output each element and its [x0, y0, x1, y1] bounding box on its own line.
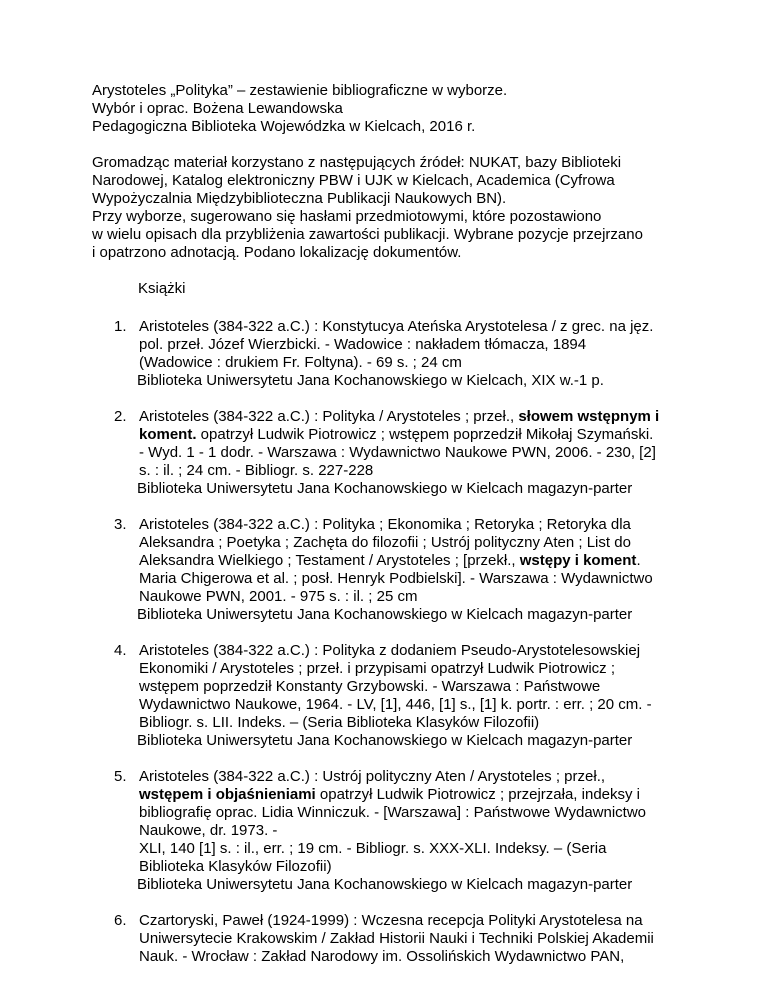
entry-line: Czartoryski, Paweł (1924-1999) : Wczesna recepcja Polityki Arystotelesa na	[139, 912, 643, 929]
entry-line	[139, 426, 692, 444]
entry-location: Biblioteka Uniwersytetu Jana Kochanowskiego w Kielcach magazyn-parter	[137, 606, 633, 623]
entry-text: Aleksandra Wielkiego ; Testament / Arystoteles ; [przekł.,	[139, 552, 520, 569]
entry-location: Biblioteka Uniwersytetu Jana Kochanowskiego w Kielcach magazyn-parter	[137, 732, 633, 749]
entry-bold-text: wstępem i objaśnieniami	[139, 786, 316, 803]
entry-line	[139, 408, 692, 426]
entry-line: s. : il. ; 24 cm. - Bibliogr. s. 227-228	[139, 462, 374, 479]
document-header	[92, 82, 692, 136]
entry-bold-text: wstępy i koment	[519, 552, 637, 569]
bibliography-entry	[92, 642, 692, 750]
bibliography-entry	[92, 318, 692, 390]
entry-line: Bibliogr. s. LII. Indeks. – (Seria Biblioteka Klasyków Filozofii)	[139, 714, 540, 731]
entry-line: Aristoteles (384-322 a.C.) : Konstytucya Ateńska Arystotelesa / z grec. na jęz.	[139, 318, 654, 335]
entry-line	[139, 552, 692, 570]
entry-line: Aristoteles (384-322 a.C.) : Ustrój polityczny Aten / Arystoteles ; przeł.,	[139, 768, 606, 785]
entry-body	[139, 912, 692, 966]
entry-number: 4.	[114, 642, 127, 659]
header-publisher-line: Pedagogiczna Biblioteka Wojewódzka w Kielcach, 2016 r.	[92, 118, 476, 135]
entry-location: Biblioteka Uniwersytetu Jana Kochanowskiego w Kielcach, XIX w.-1 p.	[137, 372, 604, 389]
entry-line: Maria Chigerowa et al. ; posł. Henryk Podbielski]. - Warszawa : Wydawnictwo	[139, 570, 653, 587]
entry-location: Biblioteka Uniwersytetu Jana Kochanowskiego w Kielcach magazyn-parter	[137, 480, 633, 497]
entry-body	[139, 768, 692, 894]
entry-line: Nauk. - Wrocław : Zakład Narodowy im. Ossolińskich Wydawnictwo PAN,	[139, 948, 625, 965]
entry-line: Wydawnictwo Naukowe, 1964. - LV, [1], 446, [1] s., [1] k. portr. : err. ; 20 cm. -	[139, 696, 652, 713]
intro-line: Narodowej, Katalog elektroniczny PBW i UJK w Kielcach, Academica (Cyfrowa	[92, 172, 615, 189]
bibliography-entry	[92, 408, 692, 498]
entry-line: XLI, 140 [1] s. : il., err. ; 19 cm. - Bibliogr. s. XXX-XLI. Indeksy. – (Seria	[139, 840, 607, 857]
entry-body	[139, 318, 692, 390]
entry-line: Ekonomiki / Arystoteles ; przeł. i przypisami opatrzył Ludwik Piotrowicz ;	[139, 660, 615, 677]
intro-line: Wypożyczalnia Międzybiblioteczna Publikacji Naukowych BN).	[92, 190, 507, 207]
entry-body	[139, 408, 692, 498]
entry-line: wstępem poprzedził Konstanty Grzybowski. - Warszawa : Państwowe	[139, 678, 601, 695]
entry-text: opatrzył Ludwik Piotrowicz ; wstępem poprzedził Mikołaj Szymański.	[196, 426, 654, 443]
bibliography-entry	[92, 768, 692, 894]
entry-number: 1.	[114, 318, 127, 335]
bibliography-list	[92, 318, 692, 966]
entry-line: Naukowe PWN, 2001. - 975 s. : il. ; 25 cm	[139, 588, 418, 605]
entry-line: bibliografię oprac. Lidia Winniczuk. - [Warszawa] : Państwowe Wydawnictwo	[139, 804, 647, 821]
entry-text: Aristoteles (384-322 a.C.) : Polityka / Arystoteles ; przeł.,	[139, 408, 519, 425]
bibliography-entry	[92, 516, 692, 624]
entry-body	[139, 642, 692, 750]
entry-text: opatrzył Ludwik Piotrowicz ; przejrzała, indeksy i	[315, 786, 641, 803]
entry-bold-text: koment.	[139, 426, 197, 443]
entry-number: 2.	[114, 408, 127, 425]
entry-bold-text: słowem wstępnym i	[518, 408, 660, 425]
intro-line: Przy wyborze, sugerowano się hasłami przedmiotowymi, które pozostawiono	[92, 208, 602, 225]
entry-number: 6.	[114, 912, 127, 929]
intro-line: i opatrzono adnotacją. Podano lokalizację dokumentów.	[92, 244, 462, 261]
section-title-books: Książki	[138, 280, 186, 297]
header-author-line: Wybór i oprac. Bożena Lewandowska	[92, 100, 343, 117]
document-page	[92, 82, 692, 984]
entry-line: Uniwersytecie Krakowskim / Zakład Historii Nauki i Techniki Polskiej Akademii	[139, 930, 654, 947]
entry-line: (Wadowice : drukiem Fr. Foltyna). - 69 s. ; 24 cm	[139, 354, 462, 371]
bibliography-entry	[92, 912, 692, 966]
header-title-line: Arystoteles „Polityka” – zestawienie bibliograficzne w wyborze.	[92, 82, 508, 99]
intro-line: Gromadząc materiał korzystano z następujących źródeł: NUKAT, bazy Biblioteki	[92, 154, 622, 171]
entry-line: - Wyd. 1 - 1 dodr. - Warszawa : Wydawnictwo Naukowe PWN, 2006. - 230, [2]	[139, 444, 656, 461]
entry-line: Aleksandra ; Poetyka ; Zachęta do filozofii ; Ustrój polityczny Aten ; List do	[139, 534, 631, 551]
entry-text: .	[636, 552, 641, 569]
entry-number: 5.	[114, 768, 127, 785]
entry-location: Biblioteka Uniwersytetu Jana Kochanowskiego w Kielcach magazyn-parter	[137, 876, 633, 893]
entry-line: Naukowe, dr. 1973. -	[139, 822, 278, 839]
entry-line: pol. przeł. Józef Wierzbicki. - Wadowice : nakładem tłómacza, 1894	[139, 336, 587, 353]
entry-body	[139, 516, 692, 624]
entry-line: Biblioteka Klasyków Filozofii)	[139, 858, 332, 875]
entry-line: Aristoteles (384-322 a.C.) : Polityka ; Ekonomika ; Retoryka ; Retoryka dla	[139, 516, 631, 533]
entry-line	[139, 786, 692, 804]
intro-line: w wielu opisach dla przybliżenia zawartości publikacji. Wybrane pozycje przejrzano	[92, 226, 643, 243]
intro-paragraph	[92, 154, 692, 262]
entry-number: 3.	[114, 516, 127, 533]
entry-line: Aristoteles (384-322 a.C.) : Polityka z dodaniem Pseudo-Arystotelesowskiej	[139, 642, 641, 659]
